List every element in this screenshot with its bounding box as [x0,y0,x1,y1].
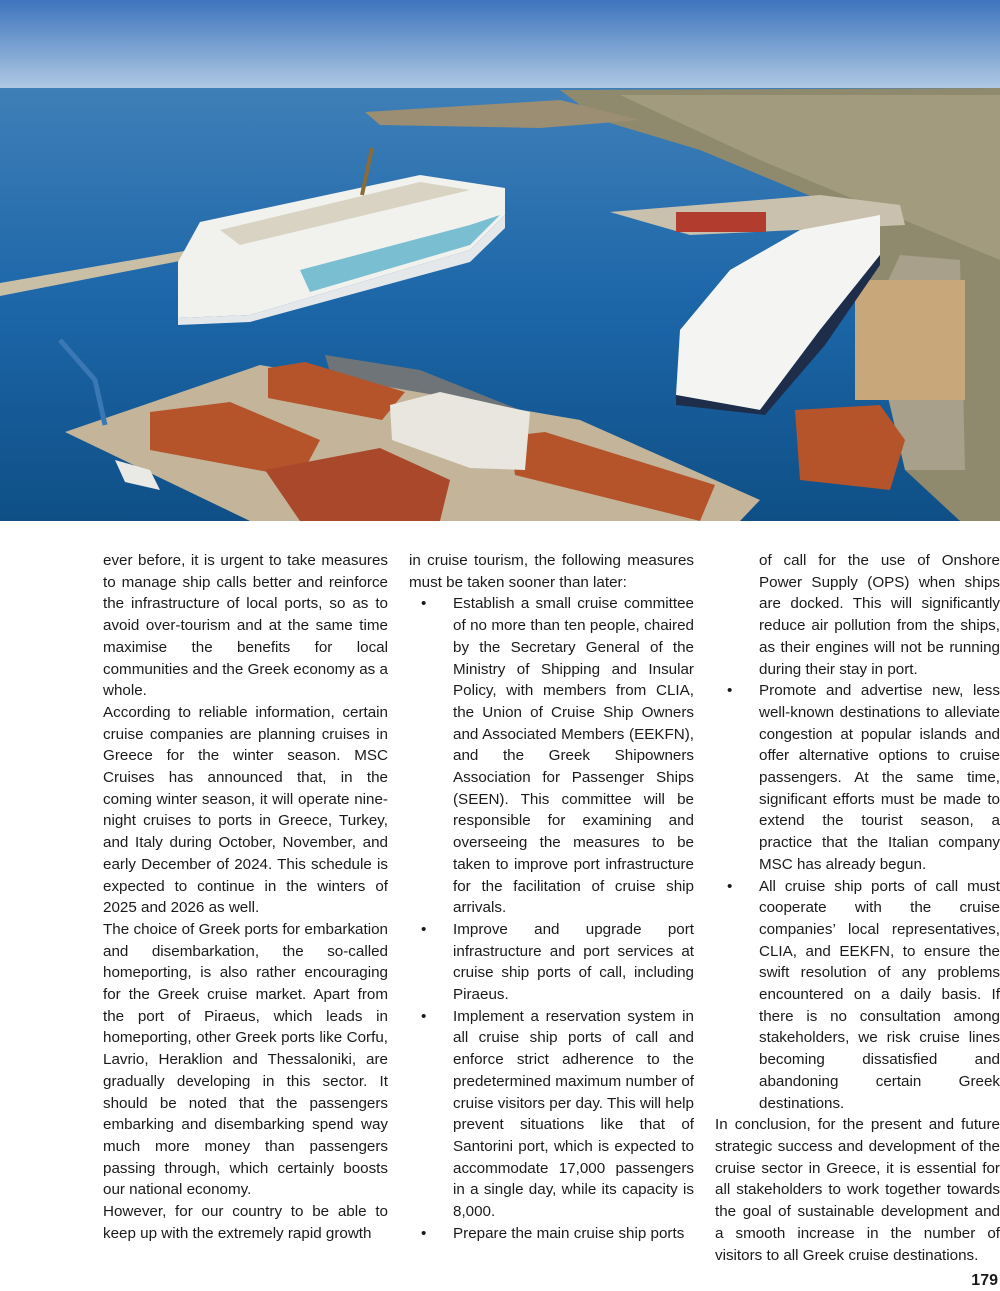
page-number: 179 [971,1272,998,1289]
text-column-1 [103,550,388,1245]
paragraph: in cruise tourism, the following measures must be taken sooner than later: [409,552,694,591]
list-item: • Establish a small cruise committee of no more than ten people, chaired by the Secretary General of the Ministry of Shipping and Insular Policy, with members from CLIA, the Union of Cruise Ship Owners and Associated Members (EEKFN), and the Greek Shipowners Association for Passenger Ships (SEEN). This committee will be responsible for examining and overseeing the measures to be taken to improve port infrastructure for the facilitation of cruise ship arrivals. [409,593,694,919]
list-item: • Promote and advertise new, less well-known destinations to alleviate congestion at popular islands and offer alternative options to cruise passengers. At the same time, significant efforts must be made to extend the tourist season, a practice that the Italian company MSC has already begun. [715,680,1000,875]
paragraph: The choice of Greek ports for embarkation and disembarkation, the so-called homeporting, is also rather encouraging for the Greek cruise market. Apart from the port of Piraeus, which leads in homeporting, other Greek ports like Corfu, Lavrio, Heraklion and Thessaloniki, are gradually developing in this sector. It should be noted that the passengers embarking and disembarking spend way much more money than passengers passing through, which certainly boosts our national economy. [103,920,388,1199]
list-item: • All cruise ship ports of call must cooperate with the cruise companies’ local representatives, CLIA, and EEKFN, to ensure the swift resolution of any problems encountered on a daily basis. If there is no consultation among stakeholders, we risk cruise lines becoming dissatisfied and abandoning certain Greek destinations. [715,876,1000,1115]
paragraph: However, for our country to be able to keep up with the extremely rapid growth [103,1203,388,1242]
list-item-continuation: of call for the use of Onshore Power Supply (OPS) when ships are docked. This will significantly reduce air pollution from the ships, as their engines will not be running during their stay in port. [759,552,1000,678]
paragraph: ever before, it is urgent to take measures to manage ship calls better and reinforce the infrastructure of local ports, so as to avoid over-tourism and at the same time maximise the benefits for local communities and the Greek economy as a whole. [103,552,388,700]
measures-list [409,593,694,1244]
list-item: • Implement a reservation system in all cruise ship ports of call and enforce strict adherence to the predetermined maximum number of cruise visitors per day. This will help prevent situations like that of Santorini port, which is expected to accommodate 17,000 passengers in a single day, while its capacity is 8,000. [409,1006,694,1223]
text-column-2 [409,550,694,1245]
harbor-aerial-photo [0,0,1000,521]
text-column-3 [715,550,1000,1266]
conclusion-paragraph: In conclusion, for the present and future strategic success and development of the cruise sector in Greece, it is essential for all stakeholders to work together towards the goal of sustainable development and a smooth increase in the number of visitors to all Greek cruise destinations. [715,1116,1000,1264]
list-item: • Improve and upgrade port infrastructure and port services at cruise ship ports of call, including Piraeus. [409,919,694,1006]
paragraph: According to reliable information, certain cruise companies are planning cruises in Greece for the winter season. MSC Cruises has announced that, in the coming winter season, it will operate nine-night cruises to ports in Greece, Turkey, and Italy during October, November, and early December of 2024. This schedule is expected to continue in the winters of 2025 and 2026 as well. [103,703,388,917]
list-item: • Prepare the main cruise ship ports [409,1223,694,1245]
measures-list [715,680,1000,1114]
